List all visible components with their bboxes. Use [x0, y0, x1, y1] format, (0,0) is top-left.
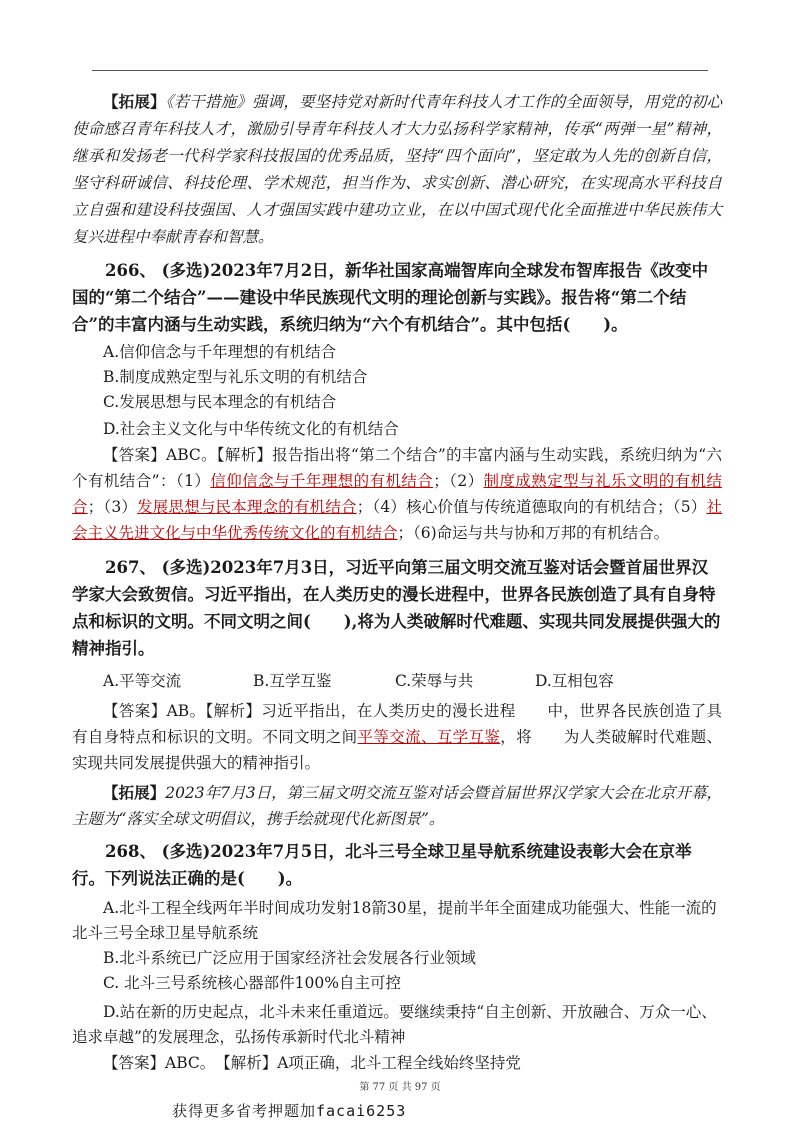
extension-text: 2023年7月3日，第三届文明交流互鉴对话会暨首届世界汉学家大会在北京开幕，主题为“落实全球文明倡议，携手绘就现代化新图景”。 — [72, 784, 722, 828]
document-body — [72, 88, 722, 1076]
question-267-option-d: D.互相包容 — [535, 672, 614, 690]
question-267-answer — [72, 698, 722, 776]
extension-paragraph-1 — [72, 88, 722, 251]
extension-tag: 【拓展】 — [103, 783, 166, 802]
answer-text: ，将 为人类破解时代难题、实现共同发展提供强大的精神指引。 — [72, 728, 722, 772]
question-268-option-a: A.北斗工程全线两年半时间成功发射18箭30星，提前半年全面建成功能强大、性能一流的北斗三号全球卫星导航系统 — [72, 899, 717, 942]
answer-text: ；（6)命运与共与协和万邦的有机结合。 — [397, 524, 670, 542]
page-footer: 第 77 页 共 97 页 — [359, 1082, 441, 1093]
question-268-option-d: D.站在新的历史起点，北斗未来任重道远。要继续秉持“自主创新、开放融合、万众一心、追求卓越”的发展理念，弘扬传承新时代北斗精神 — [72, 1003, 717, 1046]
highlight-answer: 发展思想与民本理念的有机结合 — [137, 498, 357, 516]
question-267-options — [72, 668, 722, 694]
question-268-stem: 268、 (多选)2023年7月5日，北斗三号全球卫星导航系统建设表彰大会在京举行。下列说法正确的是( )。 — [72, 842, 692, 888]
highlight-answer: 信仰信念与千年理想的有机结合 — [210, 472, 434, 490]
question-266-option-a: A.信仰信念与千年理想的有机结合 — [103, 343, 337, 361]
question-268-option-b: B.北斗系统已广泛应用于国家经济社会发展各行业领域 — [103, 949, 476, 967]
question-268-option-c: C. 北斗三号系统核心器部件100%自主可控 — [103, 974, 401, 992]
question-267-option-a: A.平等交流 — [103, 672, 182, 690]
question-266-answer — [72, 442, 722, 546]
highlight-answer: 平等交流、互学互鉴 — [357, 728, 501, 746]
answer-text: 【答案】ABC。【解析】报告指出将“第二个结合”的丰富内涵与生动实践，系统归纳为“六个有机结合”：（1） — [72, 446, 722, 490]
question-267-option-c: C.荣辱与共 — [395, 672, 474, 690]
answer-text: ；（2） — [433, 472, 484, 490]
question-266-option-d: D.社会主义文化与中华传统文化的有机结合 — [103, 420, 399, 438]
question-266-stem: 266、 (多选)2023年7月2日，新华社国家高端智库向全球发布智库报告《改变中国的“第二个结合”——建设中华民族现代文明的理论创新与实践》。报告将“第二个结合”的丰富内涵与生动实践，系统归纳为“六个有机结合”。其中包括( )。 — [72, 261, 709, 334]
promo-text: 获得更多省考押题加facai6253 — [172, 1102, 407, 1120]
question-267-stem: 267、 (多选)2023年7月3日，习近平向第三届文明交流互鉴对话会暨首届世界汉学家大会致贺信。习近平指出，在人类历史的漫长进程中，世界各民族创造了具有自身特点和标识的文明。不同文明之间( ),将为人类破解时代难题、实现共同发展提供强大的精神指引。 — [72, 558, 721, 658]
header-rule — [92, 70, 708, 71]
answer-text: ；（4）核心价值与传统道德取向的有机结合；（5） — [356, 498, 707, 516]
answer-text: ；（3） — [87, 498, 138, 516]
extension-tag: 【拓展】 — [103, 92, 166, 111]
question-266-option-c: C.发展思想与民本理念的有机结合 — [103, 393, 337, 411]
extension-text: 《若干措施》强调，要坚持党对新时代青年科技人才工作的全面领导，用党的初心使命感召青年科技人才，激励引导青年科技人才大力弘扬科学家精神，传承“两弹一星”精神，继承和发扬老一代科学家科技报国的优秀品质，坚持“四个面向”，坚定敢为人先的创新自信，坚守科研诚信、科技伦理、学术规范，担当作为、求实创新、潜心研究，在实现高水平科技自立自强和建设科技强国、人才强国实践中建功立业，在以中国式现代化全面推进中华民族伟大复兴进程中奉献青春和智慧。 — [72, 93, 722, 246]
highlight-answer: 制度成熟定型与礼乐文明的有机结合 — [72, 472, 722, 516]
question-266-option-b: B.制度成熟定型与礼乐文明的有机结合 — [103, 368, 368, 386]
answer-text: 【答案】AB。【解析】习近平指出，在人类历史的漫长进程 中，世界各民族创造了具有自身特点和标识的文明。不同文明之间 — [72, 702, 722, 746]
question-267-extension — [72, 780, 722, 832]
question-268-answer: 【答案】ABC。 【解析】A项正确，北斗工程全线始终坚持党 — [103, 1054, 521, 1072]
highlight-answer: 社会主义先进文化与中华优秀传统文化的有机结合 — [72, 498, 722, 542]
question-267-option-b: B.互学互鉴 — [253, 672, 332, 690]
